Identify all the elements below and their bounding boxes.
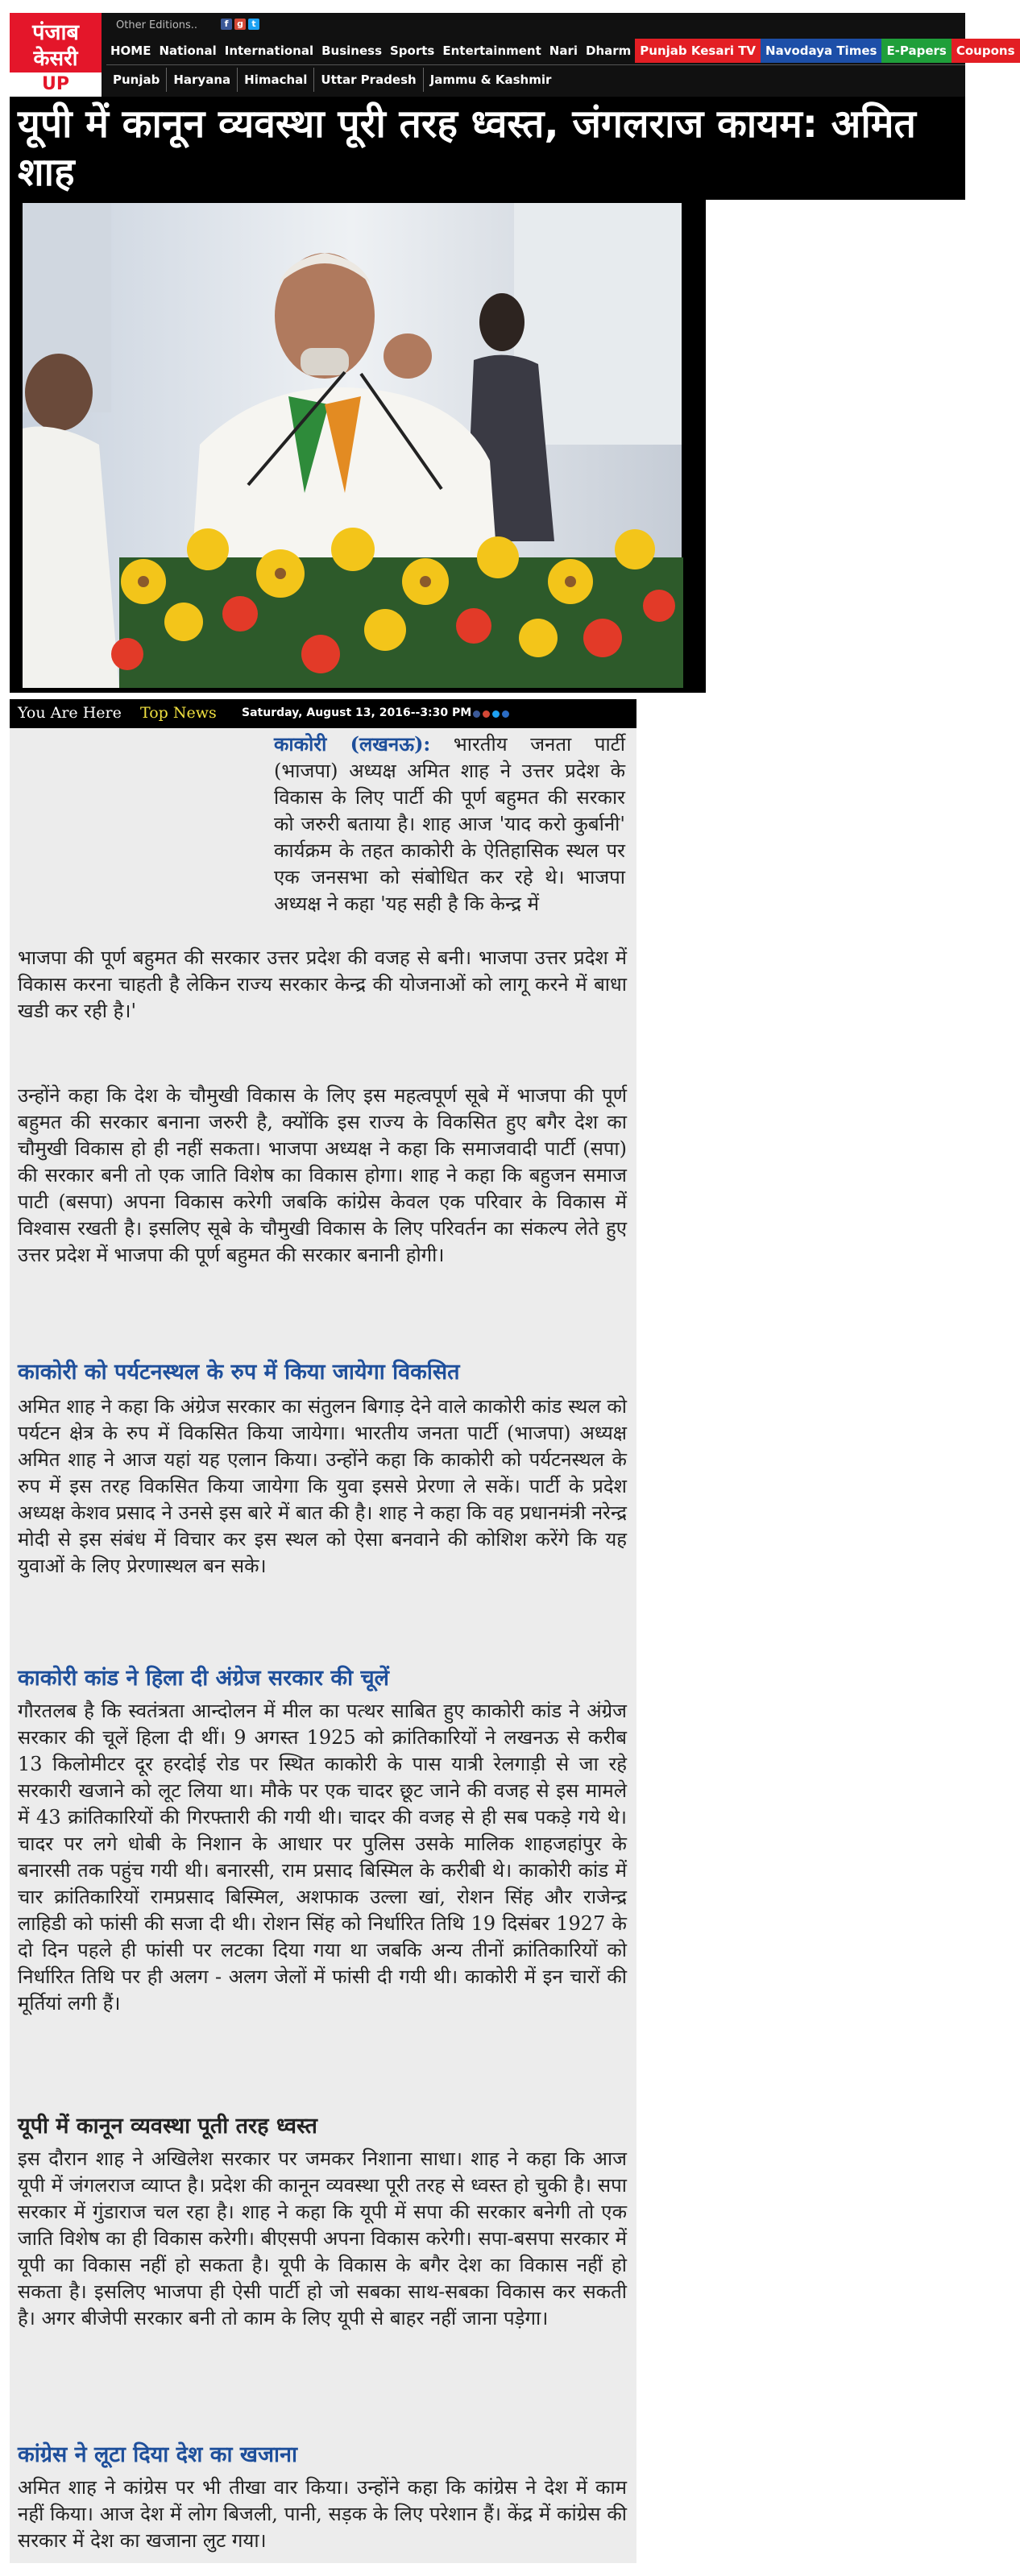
share-linkedin-icon[interactable] <box>502 710 509 718</box>
nav-dharm[interactable]: Dharm <box>586 43 632 58</box>
primary-nav <box>106 39 1020 63</box>
dateline-place: काकोरी (लखनऊ): <box>274 732 431 756</box>
logo-edition: UP <box>10 72 102 97</box>
paragraph-5: इस दौरान शाह ने अखिलेश सरकार पर जमकर निशाना साधा। शाह ने कहा कि आज यूपी में जंगलराज व्याप्त है। प्रदेश की कानून व्यवस्था पूरी तरह से ध्वस्त हो चुकी है। सपा सरकार में गुंडाराज चल रहा है। शाह ने कहा कि यूपी में सपा की सरकार बनेगी तो एक जाति विशेष का ही विकास करेगी। बीएसपी अपना विकास करेगी। सपा-बसपा सरकार में यूपी का विकास नहीं हो सकता है। यूपी के विकास के बगैर देश का विकास नहीं हो सकता है। इसलिए भाजपा ही ऐसी पार्टी हो जो सबका साथ-सबका विकास कर सकती है। अगर बीजेपी सरकार बनी तो काम के लिए यूपी से बाहर नहीं जाना पड़ेगा। <box>18 2147 627 2330</box>
site-logo[interactable] <box>10 13 102 97</box>
paragraph-6: अमित शाह ने कांग्रेस पर भी तीखा वार किया। उन्होंने कहा कि कांग्रेस ने देश में काम नहीं किया। आज देश में लोग बिजली, पानी, सड़क के लिए परेशान हैं। केंद्र में कांग्रेस की सरकार में देश का खजाना लुट गया। <box>18 2476 627 2552</box>
share-twitter-icon[interactable] <box>492 710 500 718</box>
paragraph-4: गौरतलब है कि स्वतंत्रता आन्दोलन में मील का पत्थर साबित हुए काकोरी कांड ने अंग्रेज सरकार की चूलें हिला दी थीं। 9 अगस्त 1925 को क्रांतिकारियों ने लखनऊ से करीब 13 किलोमीटर दूर हरदोई रोड पर स्थित काकोरी के पास यात्री रेलगाड़ी से जा रहे सरकारी खजाने को लूट लिया था। मौके पर एक चादर छूट जाने की वजह से इस मामले में 43 क्रांतिकारियों की गिरफ्तारी की गयी थी। चादर की वजह से ही सब पकड़े गये थे। चादर पर लगे धोबी के निशान के आधार पर पुलिस उसके मालिक शाहजहांपुर के बनारसी तक पहुंच गयी थी। बनारसी, राम प्रसाद बिस्मिल के करीबी थे। काकोरी कांड में चार क्रांतिकारियों रामप्रसाद बिस्मिल, अशफाक उल्ला खां, रोशन सिंह और राजेन्द्र लाहिडी को फांसी की सजा दी थी। रोशन सिंह को निर्धारित तिथि 19 दिसंबर 1927 के दो दिन पहले ही फांसी पर लटका दिया गया था जबकि अन्य तीनों क्रांतिकारियों को निर्धारित तिथि पर ही अलग - अलग जेलों में फांसी दी गयी थी। काकोरी में इन चारों की मूर्तियां लगी हैं। <box>18 1700 627 2015</box>
lead-paragraph-bottom: भाजपा की पूर्ण बहुमत की सरकार उत्तर प्रदेश की वजह से बनी। भाजपा उत्तर प्रदेश में विकास करना चाहती है लेकिन राज्य सरकार केन्द्र की योजनाओं को लागू करने में बाधा खडी कर रही है।' <box>18 946 627 1022</box>
subheading-kakori-kand: काकोरी कांड ने हिला दी अंग्रेज सरकार की चूलें <box>18 1666 389 1691</box>
googleplus-icon[interactable]: g <box>234 19 246 30</box>
paragraph-2: उन्होंने कहा कि देश के चौमुखी विकास के लिए इस महत्वपूर्ण सूबे में भाजपा की पूर्ण बहुमत की सरकार बनाना जरुरी है, क्योंकि इस राज्य के विकसित हुए बगैर देश का चौमुखी विकास हो ही नहीं सकता। भाजपा अध्यक्ष ने कहा कि समाजवादी पार्टी (सपा) की सरकार बनी तो एक जाति विशेष का विकास होगा। शाह ने कहा कि बहुजन समाज पाटी (बसपा) अपना विकास करेगी जबकि कांग्रेस केवल एक परिवार के विकास में विश्वास रखती है। इसलिए सूबे के चौमुखी विकास के लिए परिवर्तन का संकल्प लेते हुए उत्तर प्रदेश में भाजपा की पूर्ण बहुमत की सरकार बनानी होगी। <box>18 1084 627 1266</box>
article-photo <box>23 203 682 688</box>
breadcrumb-top-news-link[interactable]: Top News <box>140 704 217 722</box>
nav-home[interactable]: HOME <box>110 43 151 58</box>
nav-uttar-pradesh[interactable]: Uttar Pradesh <box>314 68 423 92</box>
nav-jammu-kashmir[interactable]: Jammu & Kashmir <box>429 72 552 87</box>
breadcrumb-you-are-here: You Are Here <box>18 704 122 722</box>
nav-nari[interactable]: Nari <box>549 43 578 58</box>
article-headline: यूपी में कानून व्यवस्था पूरी तरह ध्वस्त, जंगलराज कायम: अमित शाह <box>18 101 916 195</box>
subheading-law-order: यूपी में कानून व्यवस्था पूती तरह ध्वस्त <box>18 2114 317 2139</box>
facebook-icon[interactable]: f <box>221 19 232 30</box>
punjab-kesari-tv-button[interactable]: Punjab Kesari TV <box>635 39 761 63</box>
e-papers-button[interactable]: E-Papers <box>881 39 951 63</box>
paragraph-3: अमित शाह ने कहा कि अंग्रेज सरकार का संतुलन बिगाड़ देने वाले काकोरी कांड स्थल को पर्यटन क्षेत्र के रुप में विकसित किया जायेगा। भारतीय जनता पार्टी (भाजपा) अध्यक्ष अमित शाह ने आज यहां यह एलान किया। उन्होंने कहा कि काकोरी को पर्यटनस्थल के रुप में इस तरह विकसित किया जायेगा कि युवा इससे प्रेरणा ले सकें। पार्टी के प्रदेश अध्यक्ष केशव प्रसाद ने उनसे इस बारे में बात की है। शाह ने कहा कि वह प्रधानमंत्री नरेन्द्र मोदी से इस संबंध में विचार कर इस स्थल को ऐसा बनवाने की कोशिश करेंगे कि यह युवाओं के लिए प्रेरणास्थल बन सके। <box>18 1395 627 1577</box>
other-editions-link[interactable]: Other Editions.. <box>116 19 198 31</box>
share-googleplus-icon[interactable] <box>483 710 490 718</box>
breadcrumb-bar <box>10 699 636 728</box>
article-dateline: Saturday, August 13, 2016--3:30 PM <box>242 706 472 719</box>
speaker-photo-illustration <box>23 203 682 688</box>
nav-punjab[interactable]: Punjab <box>106 68 167 92</box>
lead-paragraph-top <box>274 731 625 917</box>
twitter-icon[interactable]: t <box>248 19 259 30</box>
share-facebook-icon[interactable] <box>473 710 480 718</box>
coupons-button[interactable]: Coupons <box>952 39 1020 63</box>
navodaya-times-button[interactable]: Navodaya Times <box>761 39 881 63</box>
secondary-nav <box>106 68 558 92</box>
logo-line-2: केसरी <box>33 47 78 71</box>
nav-haryana[interactable]: Haryana <box>167 68 238 92</box>
subheading-tourism: काकोरी को पर्यटनस्थल के रुप में किया जायेगा विकसित <box>18 1360 460 1385</box>
nav-himachal[interactable]: Himachal <box>238 68 314 92</box>
nav-international[interactable]: International <box>224 43 314 58</box>
nav-business[interactable]: Business <box>321 43 382 58</box>
nav-entertainment[interactable]: Entertainment <box>442 43 541 58</box>
subheading-congress: कांग्रेस ने लूटा दिया देश का खजाना <box>18 2442 297 2467</box>
nav-national[interactable]: National <box>159 43 217 58</box>
logo-line-1: पंजाब <box>32 20 79 45</box>
nav-sports[interactable]: Sports <box>390 43 435 58</box>
nav-divider <box>106 64 965 65</box>
lead-text-top: भारतीय जनता पार्टी (भाजपा) अध्यक्ष अमित शाह ने उत्तर प्रदेश के विकास के लिए पार्टी की पूर्ण बहुमत की सरकार को जरुरी बताया है। शाह आज 'याद करो कुर्बानी' कार्यक्रम के तहत काकोरी के ऐतिहासिक स्थल पर एक जनसभा को संबोधित कर रहे थे। भाजपा अध्यक्ष ने कहा 'यह सही है कि केन्द्र में <box>274 733 625 915</box>
